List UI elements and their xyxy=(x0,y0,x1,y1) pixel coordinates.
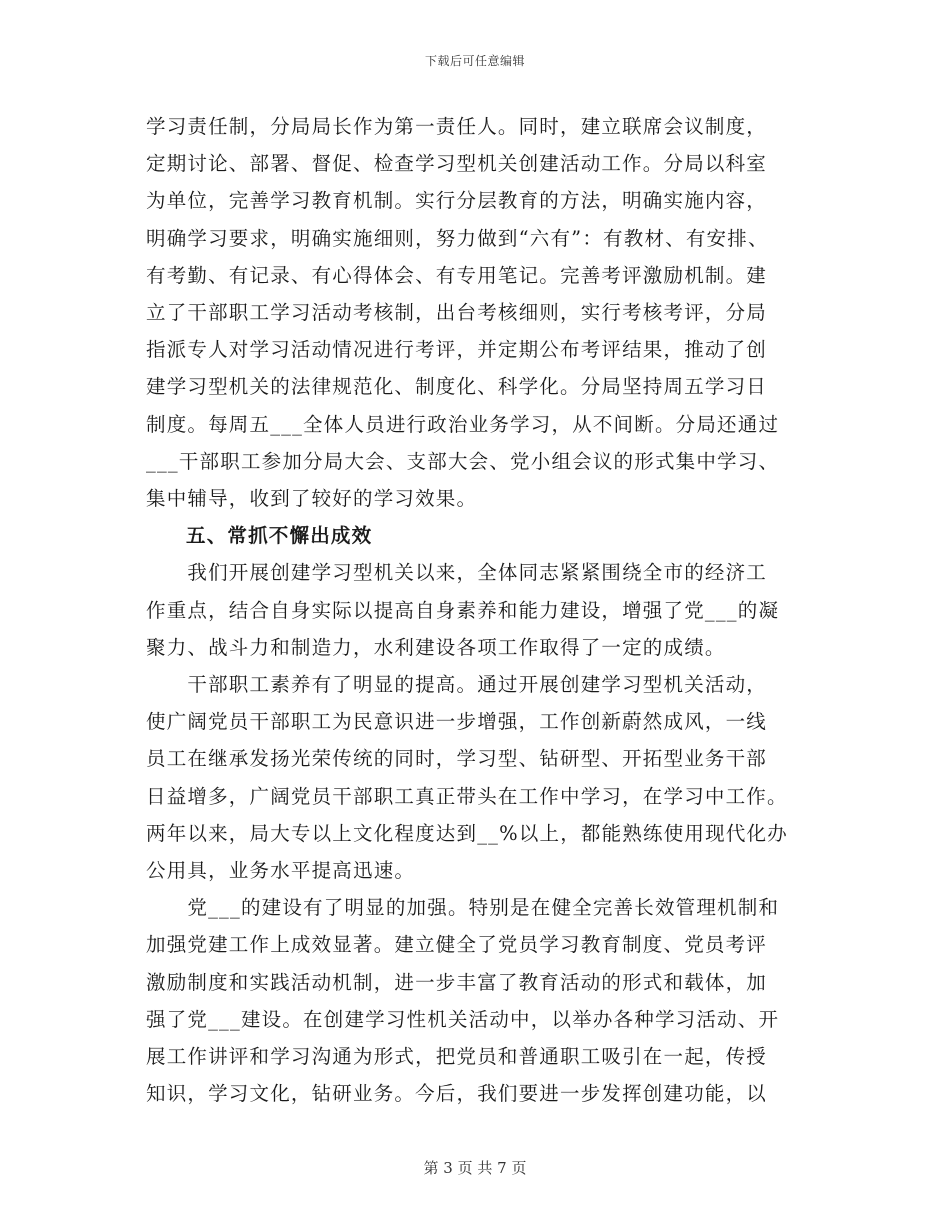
section-heading: 五、常抓不懈出成效 xyxy=(186,524,373,548)
body-line: 强了党___建设。在创建学习性机关活动中，以举办各种学习活动、开 xyxy=(146,1007,780,1031)
body-line: 使广阔党员干部职工为民意识进一步增强，工作创新蔚然成风，一线 xyxy=(146,710,768,734)
body-line: 学习责任制，分局局长作为第一责任人。同时，建立联席会议制度， xyxy=(146,115,768,138)
body-line: 激励制度和实践活动机制，进一步丰富了教育活动的形式和载体，加 xyxy=(146,970,768,994)
body-line: 干部职工素养有了明显的提高。通过开展创建学习型机关活动， xyxy=(146,673,768,697)
body-line: 展工作讲评和学习沟通为形式，把党员和普通职工吸引在一起，传授 xyxy=(146,1045,768,1069)
body-line: 聚力、战斗力和制造力，水利建设各项工作取得了一定的成绩。 xyxy=(146,635,726,659)
page-number-footer: 第 3 页 共 7 页 xyxy=(423,1159,527,1177)
body-line: 我们开展创建学习型机关以来，全体同志紧紧围绕全市的经济工 xyxy=(146,561,768,585)
body-line: 定期讨论、部署、督促、检查学习型机关创建活动工作。分局以科室 xyxy=(146,152,768,176)
body-line: 作重点，结合自身实际以提高自身素养和能力建设，增强了党___的凝 xyxy=(146,598,780,622)
body-line: 日益增多，广阔党员干部职工真正带头在工作中学习，在学习中工作。 xyxy=(146,784,788,808)
body-line: 党___的建设有了明显的加强。特别是在健全完善长效管理机制和 xyxy=(146,896,780,920)
body-line: 两年以来，局大专以上文化程度达到__%以上，都能熟练使用现代化办 xyxy=(146,821,788,845)
body-line: 员工在继承发扬光荣传统的同时，学习型、钻研型、开拓型业务干部 xyxy=(146,747,768,771)
body-line: 立了干部职工学习活动考核制，出台考核细则，实行考核考评，分局 xyxy=(146,301,768,325)
body-line: 建学习型机关的法律规范化、制度化、科学化。分局坚持周五学习日 xyxy=(146,375,768,399)
body-line: 明确学习要求，明确实施细则，努力做到“六有”：有教材、有安排、 xyxy=(146,226,769,250)
body-line: 加强党建工作上成效显著。建立健全了党员学习教育制度、党员考评 xyxy=(146,933,768,957)
body-line: 集中辅导，收到了较好的学习效果。 xyxy=(146,487,478,511)
body-line: 为单位，完善学习教育机制。实行分层教育的方法，明确实施内容， xyxy=(146,189,768,213)
body-line: ___干部职工参加分局大会、支部大会、党小组会议的形式集中学习、 xyxy=(146,449,780,473)
body-line: 有考勤、有记录、有心得体会、有专用笔记。完善考评激励机制。建 xyxy=(146,263,768,287)
body-line: 指派专人对学习活动情况进行考评，并定期公布考评结果，推动了创 xyxy=(146,338,768,362)
body-line: 制度。每周五___全体人员进行政治业务学习，从不间断。分局还通过 xyxy=(146,412,780,436)
document-body xyxy=(146,108,806,1112)
page-header-note: 下载后可任意编辑 xyxy=(424,54,525,68)
body-line: 知识，学习文化，钻研业务。今后，我们要进一步发挥创建功能，以 xyxy=(146,1082,768,1106)
body-line: 公用具，业务水平提高迅速。 xyxy=(146,859,416,883)
